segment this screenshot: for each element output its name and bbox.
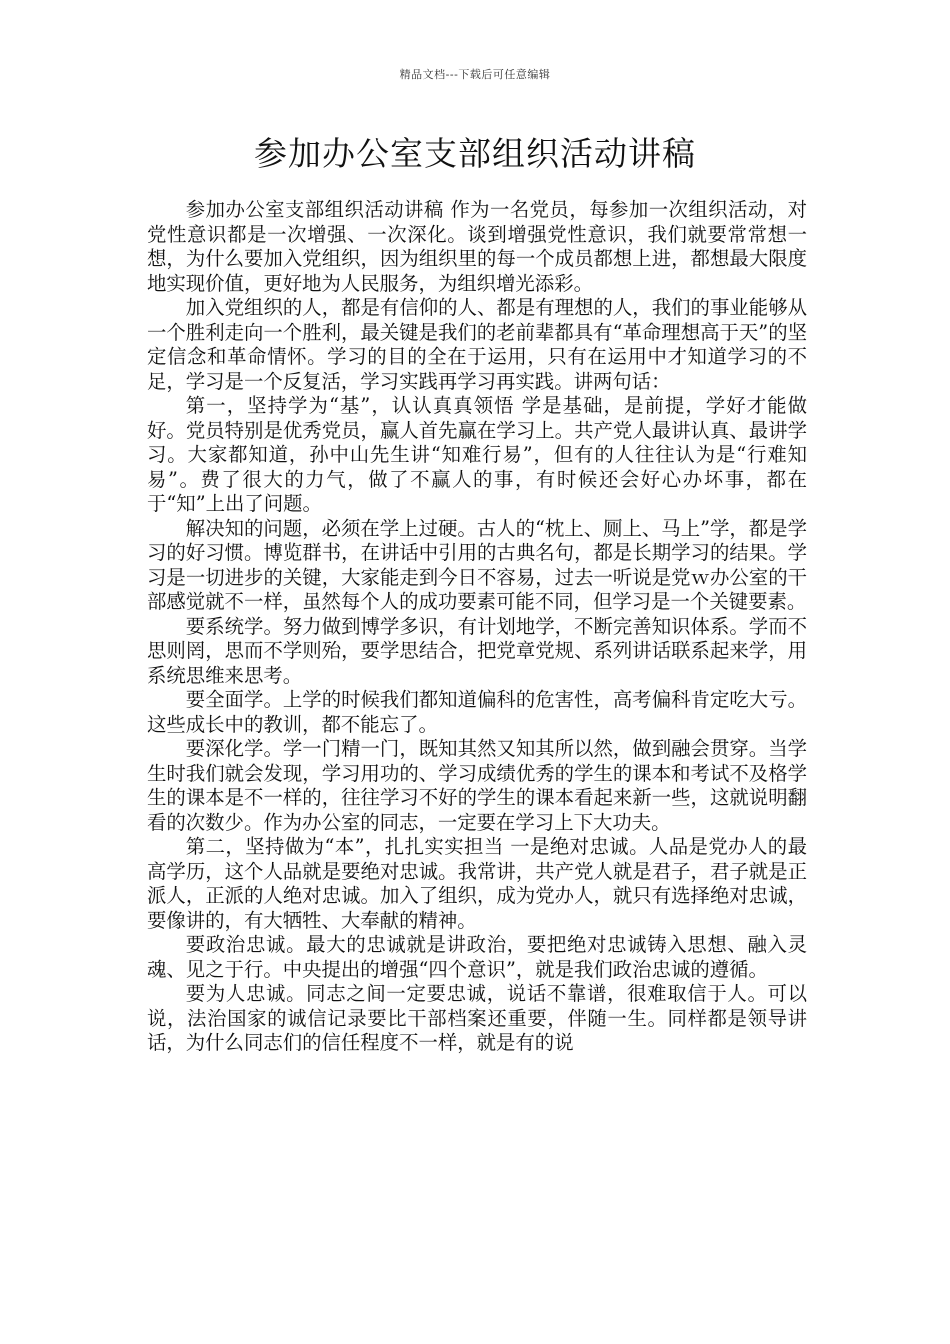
paragraph-4: 解决知的问题，必须在学上过硬。古人的“枕上、厕上、马上”学，都是学习的好习惯。博览群书，在讲话中引用的古典名句，都是长期学习的结果。学习是一切进步的关键，大家能走到今日不容易，过去一听说是党ｗ办公室的干部感觉就不一样，虽然每个人的成功要素可能不同，但学习是一个关键要素。	[147, 516, 807, 613]
paragraph-8: 第二，坚持做为“本”，扎扎实实担当 一是绝对忠诚。人品是党办人的最高学历，这个人品就是要绝对忠诚。我常讲，共产党人就是君子，君子就是正派人，正派的人绝对忠诚。加入了组织，成为党办人，就只有选择绝对忠诚，要像讲的，有大牺牲、大奉献的精神。	[147, 835, 807, 932]
paragraph-10: 要为人忠诚。同志之间一定要忠诚，说话不靠谱，很难取信于人。可以说，法治国家的诚信记录要比干部档案还重要，伴随一生。同样都是领导讲话，为什么同志们的信任程度不一样，就是有的说	[147, 982, 807, 1054]
paragraph-2: 加入党组织的人，都是有信仰的人、都是有理想的人，我们的事业能够从一个胜利走向一个胜利，最关键是我们的老前辈都具有“革命理想高于天”的坚定信念和革命情怀。学习的目的全在于运用，只有在运用中才知道学习的不足，学习是一个反复活，学习实践再学习再实践。讲两句话：	[147, 296, 807, 393]
header-note: 精品文档---下载后可任意编辑	[399, 68, 551, 81]
document-body	[147, 198, 807, 1056]
paragraph-6: 要全面学。上学的时候我们都知道偏科的危害性，高考偏科肯定吃大亏。这些成长中的教训，都不能忘了。	[147, 688, 807, 736]
paragraph-7: 要深化学。学一门精一门，既知其然又知其所以然，做到融会贯穿。当学生时我们就会发现，学习用功的、学习成绩优秀的学生的课本和考试不及格学生的课本是不一样的，往往学习不好的学生的课本看起来新一些，这就说明翻看的次数少。作为办公室的同志，一定要在学习上下大功夫。	[147, 737, 807, 834]
paragraph-9: 要政治忠诚。最大的忠诚就是讲政治，要把绝对忠诚铸入思想、融入灵魂、见之于行。中央提出的增强“四个意识”，就是我们政治忠诚的遵循。	[147, 933, 807, 981]
paragraph-3: 第一，坚持学为“基”，认认真真领悟 学是基础，是前提，学好才能做好。党员特别是优秀党员，赢人首先赢在学习上。共产党人最讲认真、最讲学习。大家都知道，孙中山先生讲“知难行易”，但有的人往往认为是“行难知易”。费了很大的力气，做了不赢人的事，有时候还会好心办坏事，都在于“知”上出了问题。	[147, 394, 807, 515]
paragraph-1: 参加办公室支部组织活动讲稿 作为一名党员，每参加一次组织活动，对党性意识都是一次增强、一次深化。谈到增强党性意识，我们就要常常想一想，为什么要加入党组织，因为组织里的每一个成员都想上进，都想最大限度地实现价值，更好地为人民服务，为组织增光添彩。	[147, 198, 807, 295]
document-title: 参加办公室支部组织活动讲稿	[254, 134, 696, 173]
paragraph-5: 要系统学。努力做到博学多识，有计划地学，不断完善知识体系。学而不思则罔，思而不学则殆，要学思结合，把党章党规、系列讲话联系起来学，用系统思维来思考。	[147, 614, 807, 687]
